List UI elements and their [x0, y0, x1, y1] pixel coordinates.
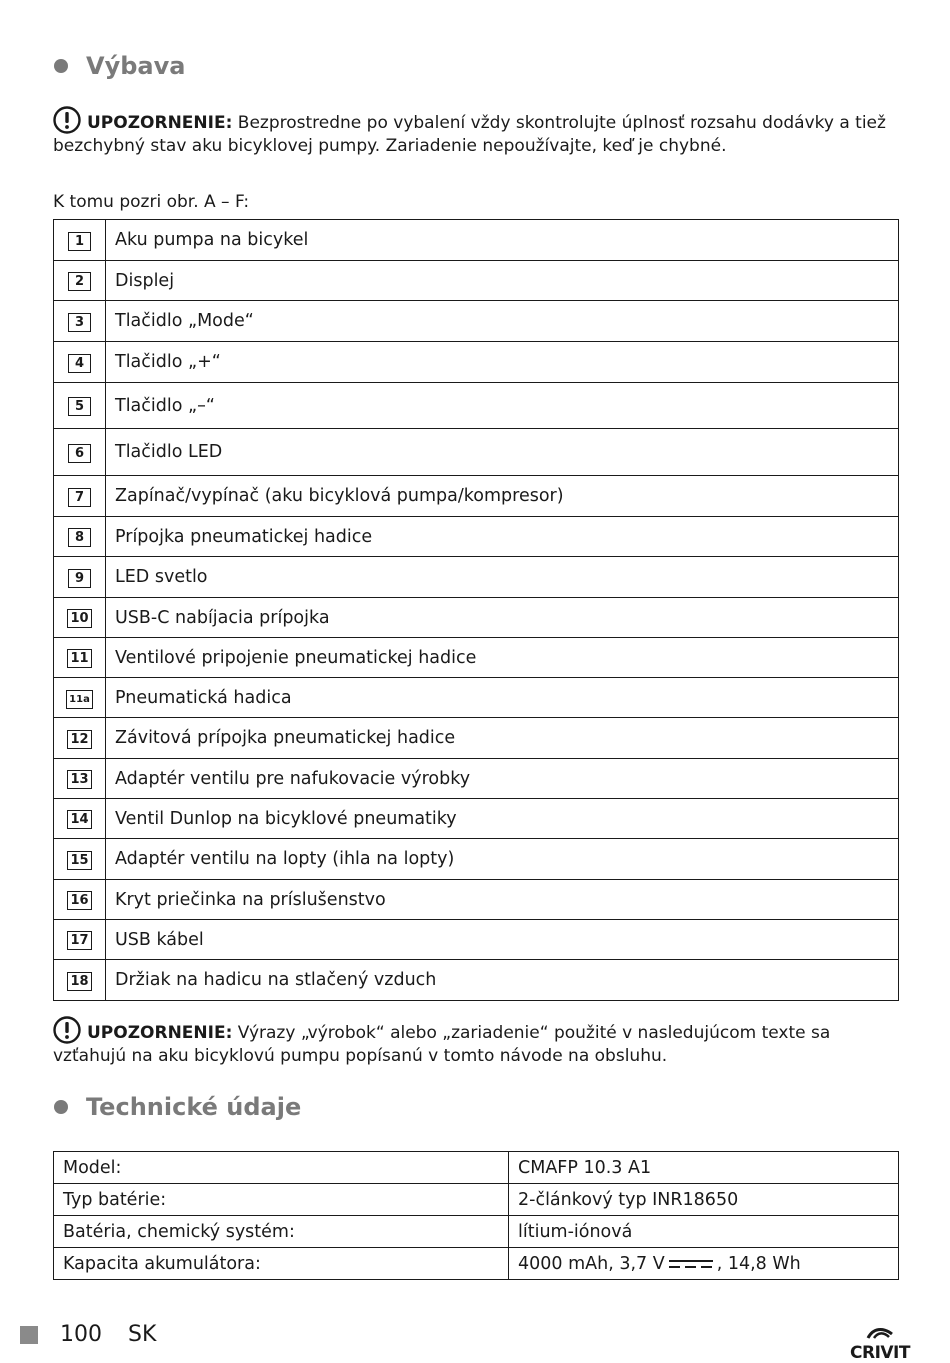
exclamation-circle-icon: [53, 1016, 81, 1044]
spec-value-suffix: , 14,8 Wh: [716, 1253, 801, 1274]
brand-logo: [846, 1325, 914, 1362]
part-number-badge: 18: [67, 972, 91, 991]
figure-reference: K tomu pozri obr. A – F:: [53, 192, 250, 212]
section-title: Technické údaje: [86, 1093, 302, 1121]
part-number-cell: [54, 261, 106, 301]
warning-note-2: [53, 1016, 903, 1068]
part-number-cell: [54, 880, 106, 920]
parts-row: [54, 880, 899, 920]
part-number-cell: [54, 839, 106, 880]
warning-label: UPOZORNENIE:: [87, 1023, 233, 1043]
spec-value: 2-článkový typ INR18650: [518, 1189, 739, 1210]
part-label: Pneumatická hadica: [106, 678, 899, 718]
parts-row: [54, 598, 899, 638]
parts-row: [54, 220, 899, 261]
footer-square-marker: [20, 1326, 38, 1344]
warning-label: UPOZORNENIE:: [87, 113, 233, 133]
part-label: LED svetlo: [106, 557, 899, 598]
part-number-badge: 12: [67, 730, 91, 749]
parts-row: [54, 799, 899, 839]
section-heading-technicke-udaje: [54, 1093, 301, 1121]
part-number-cell: [54, 759, 106, 799]
part-number-badge: 13: [67, 770, 91, 789]
spec-row: [54, 1216, 899, 1248]
parts-row: [54, 638, 899, 678]
exclamation-circle-icon: [53, 106, 81, 134]
spec-row: [54, 1152, 899, 1184]
part-number-badge: 7: [68, 488, 91, 507]
part-number-badge: 4: [68, 354, 91, 373]
part-label: Tlačidlo „Mode“: [106, 301, 899, 342]
section-title: Výbava: [86, 52, 186, 80]
part-number-cell: [54, 429, 106, 476]
parts-row: [54, 261, 899, 301]
part-number-cell: [54, 920, 106, 960]
spec-value: CMAFP 10.3 A1: [518, 1157, 652, 1178]
parts-row: [54, 429, 899, 476]
part-number-badge: 9: [68, 569, 91, 588]
part-label: Tlačidlo „+“: [106, 342, 899, 383]
part-label: Displej: [106, 261, 899, 301]
parts-row: [54, 920, 899, 960]
spec-value: lítium-iónová: [518, 1221, 633, 1242]
parts-row: [54, 678, 899, 718]
part-number-badge: 2: [68, 272, 91, 291]
part-number-badge: 11a: [66, 690, 93, 709]
part-number-badge: 17: [67, 931, 91, 950]
spec-value-cell: [509, 1216, 899, 1248]
spec-key: Typ batérie:: [54, 1184, 509, 1216]
crivit-logo-icon: [865, 1326, 895, 1340]
parts-row: [54, 759, 899, 799]
part-number-badge: 10: [67, 609, 91, 628]
brand-name: CRIVIT: [850, 1343, 910, 1363]
part-label: Prípojka pneumatickej hadice: [106, 517, 899, 557]
technical-data-table: [53, 1151, 899, 1280]
parts-row: [54, 557, 899, 598]
page-footer: [20, 1322, 156, 1347]
part-number-cell: [54, 598, 106, 638]
part-label: Ventil Dunlop na bicyklové pneumatiky: [106, 799, 899, 839]
section-heading-vybava: [54, 52, 185, 80]
part-number-cell: [54, 383, 106, 429]
parts-row: [54, 960, 899, 1001]
language-code: SK: [128, 1322, 157, 1347]
part-number-cell: [54, 799, 106, 839]
part-number-cell: [54, 517, 106, 557]
part-number-cell: [54, 557, 106, 598]
part-number-badge: 14: [67, 810, 91, 829]
part-number-cell: [54, 678, 106, 718]
part-number-badge: 1: [68, 232, 91, 251]
part-label: Adaptér ventilu na lopty (ihla na lopty): [106, 839, 899, 880]
spec-row: [54, 1248, 899, 1280]
part-label: Závitová prípojka pneumatickej hadice: [106, 718, 899, 759]
part-label: Zapínač/vypínač (aku bicyklová pumpa/kompresor): [106, 476, 899, 517]
parts-row: [54, 301, 899, 342]
warning-note-1: [53, 106, 903, 158]
spec-value: 4000 mAh, 3,7 V: [518, 1253, 665, 1274]
part-label: USB-C nabíjacia prípojka: [106, 598, 899, 638]
bullet-dot-icon: [54, 59, 68, 73]
part-number-badge: 15: [67, 851, 91, 870]
part-number-cell: [54, 718, 106, 759]
part-number-badge: 8: [68, 528, 91, 547]
parts-row: [54, 718, 899, 759]
spec-value-cell: [509, 1248, 899, 1280]
part-number-badge: 5: [68, 397, 91, 416]
part-label: Tlačidlo LED: [106, 429, 899, 476]
part-label: Ventilové pripojenie pneumatickej hadice: [106, 638, 899, 678]
part-number-badge: 11: [67, 649, 91, 668]
parts-row: [54, 517, 899, 557]
part-number-cell: [54, 301, 106, 342]
parts-table: [53, 219, 899, 1001]
part-number-cell: [54, 342, 106, 383]
spec-key: Kapacita akumulátora:: [54, 1248, 509, 1280]
part-number-badge: 16: [67, 891, 91, 910]
part-label: USB kábel: [106, 920, 899, 960]
parts-row: [54, 342, 899, 383]
parts-row: [54, 476, 899, 517]
direct-current-symbol-icon: [667, 1258, 715, 1270]
spec-value-cell: [509, 1184, 899, 1216]
spec-key: Model:: [54, 1152, 509, 1184]
part-number-badge: 6: [68, 444, 91, 463]
part-label: Aku pumpa na bicykel: [106, 220, 899, 261]
spec-row: [54, 1184, 899, 1216]
parts-row: [54, 839, 899, 880]
part-number-badge: 3: [68, 313, 91, 332]
warning-text: Výrazy „výrobok“ alebo „zariadenie“ použité v nasledujúcom texte sa vzťahujú na aku bicyklovú pumpu popísanú v tomto návode na obsluhu.: [53, 1023, 831, 1066]
spec-key: Batéria, chemický systém:: [54, 1216, 509, 1248]
warning-text: Bezprostredne po vybalení vždy skontrolujte úplnosť rozsahu dodávky a tiež bezchybný stav aku bicyklovej pumpy. Zariadenie nepoužívajte, keď je chybné.: [53, 113, 886, 156]
part-number-cell: [54, 476, 106, 517]
part-number-cell: [54, 638, 106, 678]
part-number-cell: [54, 960, 106, 1001]
part-label: Tlačidlo „–“: [106, 383, 899, 429]
part-number-cell: [54, 220, 106, 261]
parts-row: [54, 383, 899, 429]
spec-value-cell: [509, 1152, 899, 1184]
part-label: Držiak na hadicu na stlačený vzduch: [106, 960, 899, 1001]
part-label: Kryt priečinka na príslušenstvo: [106, 880, 899, 920]
page-number: 100: [60, 1322, 102, 1347]
part-label: Adaptér ventilu pre nafukovacie výrobky: [106, 759, 899, 799]
bullet-dot-icon: [54, 1100, 68, 1114]
